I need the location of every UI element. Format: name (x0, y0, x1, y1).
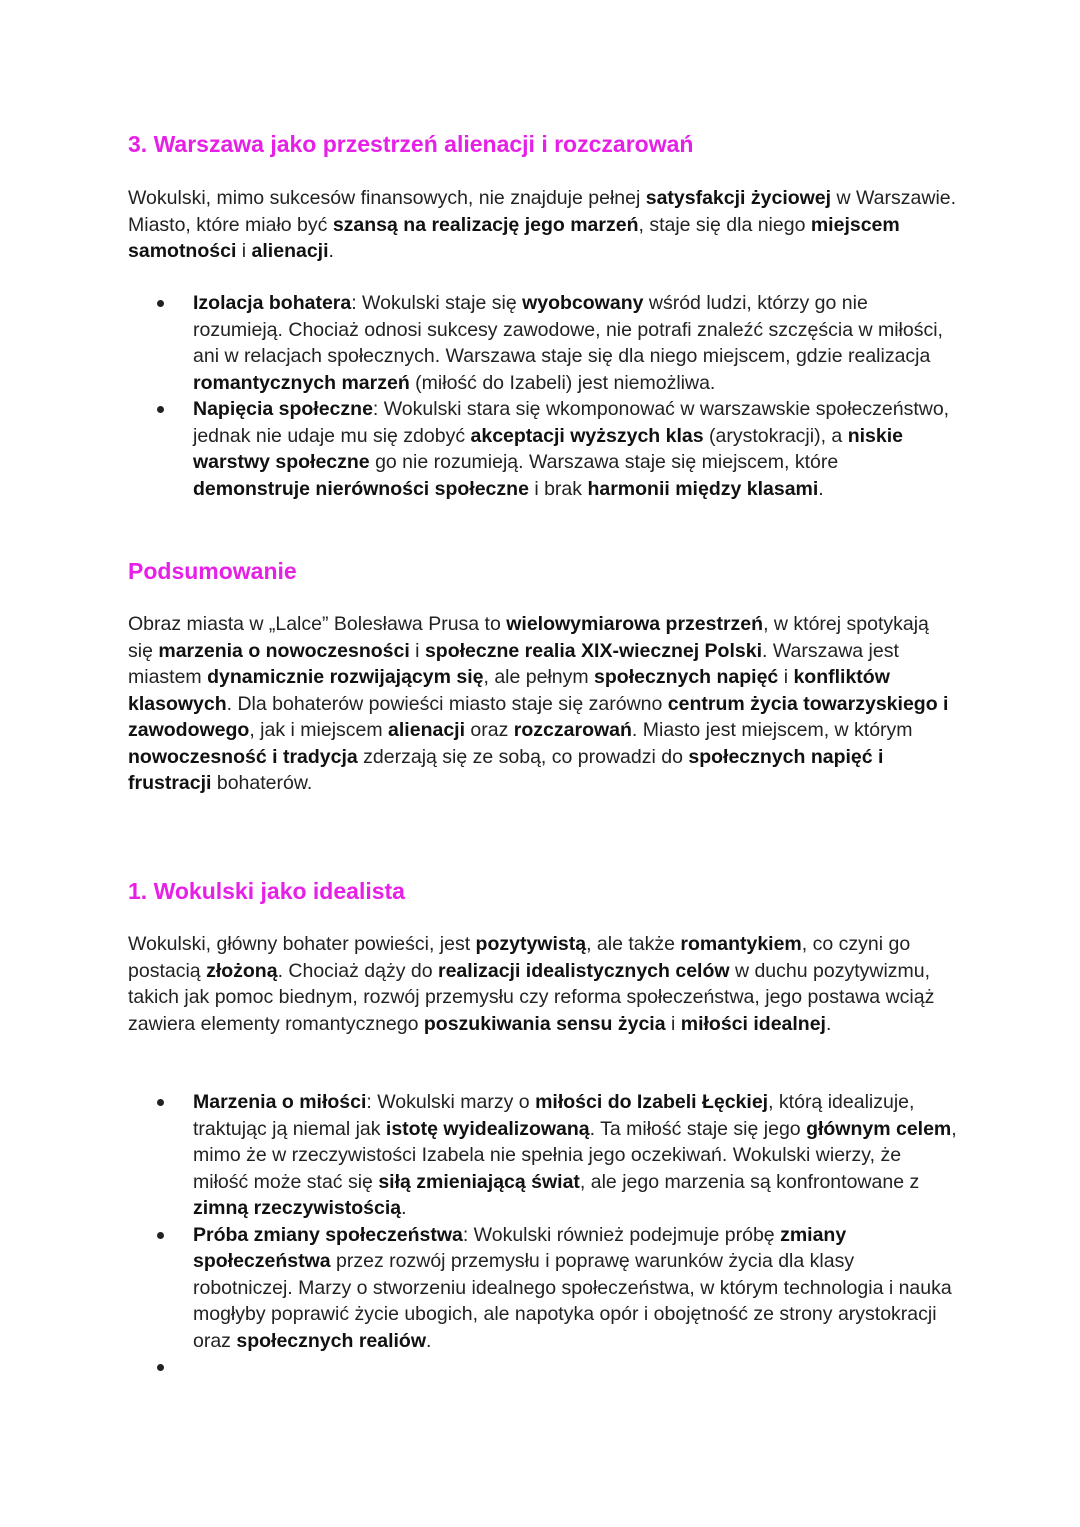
bold-phrase: miłości idealnej (680, 1012, 826, 1035)
section-3-bullet-list (128, 290, 958, 502)
bold-phrase: społecznych napięć (594, 666, 779, 688)
bold-phrase: dynamicznie rozwijającym się (207, 666, 484, 688)
bold-phrase: głównym celem (806, 1117, 952, 1140)
bold-phrase: centrum życia towarzyskiego i zawodowego (128, 692, 949, 741)
bold-phrase: alienacji (251, 240, 329, 262)
bold-phrase: harmonii między klasami (587, 477, 819, 500)
section-1-intro: Wokulski, główny bohater powieści, jest pozytywistą, ale także romantykiem, co czyni go postacią złożoną. Chociaż dąży do realizacji idealistycznych celów w duchu pozytywizmu, takich jak pomoc biednym, rozwój przemysłu czy reforma społeczeństwa, jego postawa wciąż zawiera elementy romantycznego poszukiwania sensu życia i miłości idealnej. (128, 933, 935, 1035)
bold-phrase: akceptacji wyższych klas (470, 424, 704, 447)
bullet-item: Izolacja bohatera: Wokulski staje się wyobcowany wśród ludzi, którzy go nie rozumieją. Chociaż odnosi sukcesy zawodowe, nie potrafi znaleźć szczęścia w miłości, ani w relacjach społecznych. Warszawa staje się dla niego miejscem, gdzie realizacja romantycznych marzeń (miłość do Izabeli) jest niemożliwa. (128, 290, 958, 396)
bold-phrase: romantykiem (680, 933, 802, 955)
bold-phrase: Próba zmiany społeczeństwa (193, 1223, 463, 1246)
summary-paragraph: Obraz miasta w „Lalce” Bolesława Prusa to wielowymiarowa przestrzeń, w której spotykają się marzenia o nowoczesności i społeczne realia XIX-wiecznej Polski. Warszawa jest miastem dynamicznie rozwijającym się, ale pełnym społecznych napięć i konfliktów klasowych. Dla bohaterów powieści miasto staje się zarówno centrum życia towarzyskiego i zawodowego, jak i miejscem alienacji oraz rozczarowań. Miasto jest miejscem, w którym nowoczesność i tradycja zderzają się ze sobą, co prowadzi do społecznych napięć i frustracji bohaterów. (128, 613, 949, 794)
bold-phrase: społecznych napięć i frustracji (128, 745, 884, 794)
bold-phrase: niskie warstwy społeczne (193, 424, 903, 473)
section-3-intro: Wokulski, mimo sukcesów finansowych, nie znajduje pełnej satysfakcji życiowej w Warszawie. Miasto, które miało być szansą na realizację jego marzeń, staje się dla niego miejscem samotności i alienacji. (128, 187, 957, 262)
bold-phrase: realizacji idealistycznych celów (437, 959, 730, 982)
bold-phrase: wyobcowany (522, 292, 644, 314)
bold-phrase: miłości do Izabeli Łęckiej (535, 1091, 769, 1113)
bold-phrase: romantycznych marzeń (193, 371, 410, 394)
bold-phrase: wielowymiarowa przestrzeń (506, 613, 764, 635)
bold-phrase: zimną rzeczywistością (193, 1197, 402, 1219)
bullet-item: Marzenia o miłości: Wokulski marzy o miłości do Izabeli Łęckiej, którą idealizuje, traktując ją niemal jak istotę wyidealizowaną. Ta miłość staje się jego głównym celem, mimo że w rzeczywistości Izabela nie spełnia jego oczekiwań. Wokulski wierzy, że miłość może stać się siłą zmieniającą świat, ale jego marzenia są konfrontowane z zimną rzeczywistością. (128, 1089, 958, 1222)
summary-heading: Podsumowanie (128, 558, 297, 584)
bullet-item: Próba zmiany społeczeństwa: Wokulski również podejmuje próbę zmiany społeczeństwa przez rozwój przemysłu i poprawę warunków życia dla klasy robotniczej. Marzy o stworzeniu idealnego społeczeństwa, w którym technologia i nauka mogłyby poprawić życie ubogich, ale napotyka opór i obojętność ze strony arystokracji oraz społecznych realiów. (128, 1222, 958, 1355)
bold-phrase: poszukiwania sensu życia (423, 1012, 666, 1035)
bold-phrase: złożoną (206, 959, 278, 982)
bold-phrase: społeczne realia XIX-wiecznej Polski (424, 639, 762, 662)
bold-phrase: Izolacja bohatera (193, 292, 352, 314)
bold-phrase: konfliktów klasowych (128, 666, 890, 715)
bold-phrase: demonstruje nierówności społeczne (193, 477, 529, 500)
bold-phrase: alienacji (388, 719, 466, 741)
section-1-heading: 1. Wokulski jako idealista (128, 878, 405, 904)
section-1-bullet-list (128, 1089, 958, 1381)
bold-phrase: Marzenia o miłości (193, 1091, 367, 1113)
bold-phrase: rozczarowań (513, 719, 632, 741)
bold-phrase: pozytywistą (475, 933, 587, 955)
bold-phrase: społecznych realiów (236, 1329, 427, 1352)
bold-phrase: siłą zmieniającą świat (378, 1170, 580, 1193)
bold-phrase: Napięcia społeczne (193, 398, 373, 420)
bold-phrase: satysfakcji życiowej (645, 187, 832, 209)
bold-phrase: szansą na realizację jego marzeń (332, 213, 639, 236)
bold-phrase: nowoczesność i tradycja (128, 745, 358, 768)
section-3-heading: 3. Warszawa jako przestrzeń alienacji i rozczarowań (128, 131, 694, 157)
bold-phrase: miejscem samotności (128, 213, 900, 262)
bullet-item (128, 1354, 958, 1381)
bold-phrase: marzenia o nowoczesności (158, 639, 410, 662)
bullet-item: Napięcia społeczne: Wokulski stara się wkomponować w warszawskie społeczeństwo, jednak nie udaje mu się zdobyć akceptacji wyższych klas (arystokracji), a niskie warstwy społeczne go nie rozumieją. Warszawa staje się miejscem, które demonstruje nierówności społeczne i brak harmonii między klasami. (128, 396, 958, 502)
bold-phrase: zmiany społeczeństwa (193, 1223, 847, 1272)
bold-phrase: istotę wyidealizowaną (385, 1117, 590, 1140)
